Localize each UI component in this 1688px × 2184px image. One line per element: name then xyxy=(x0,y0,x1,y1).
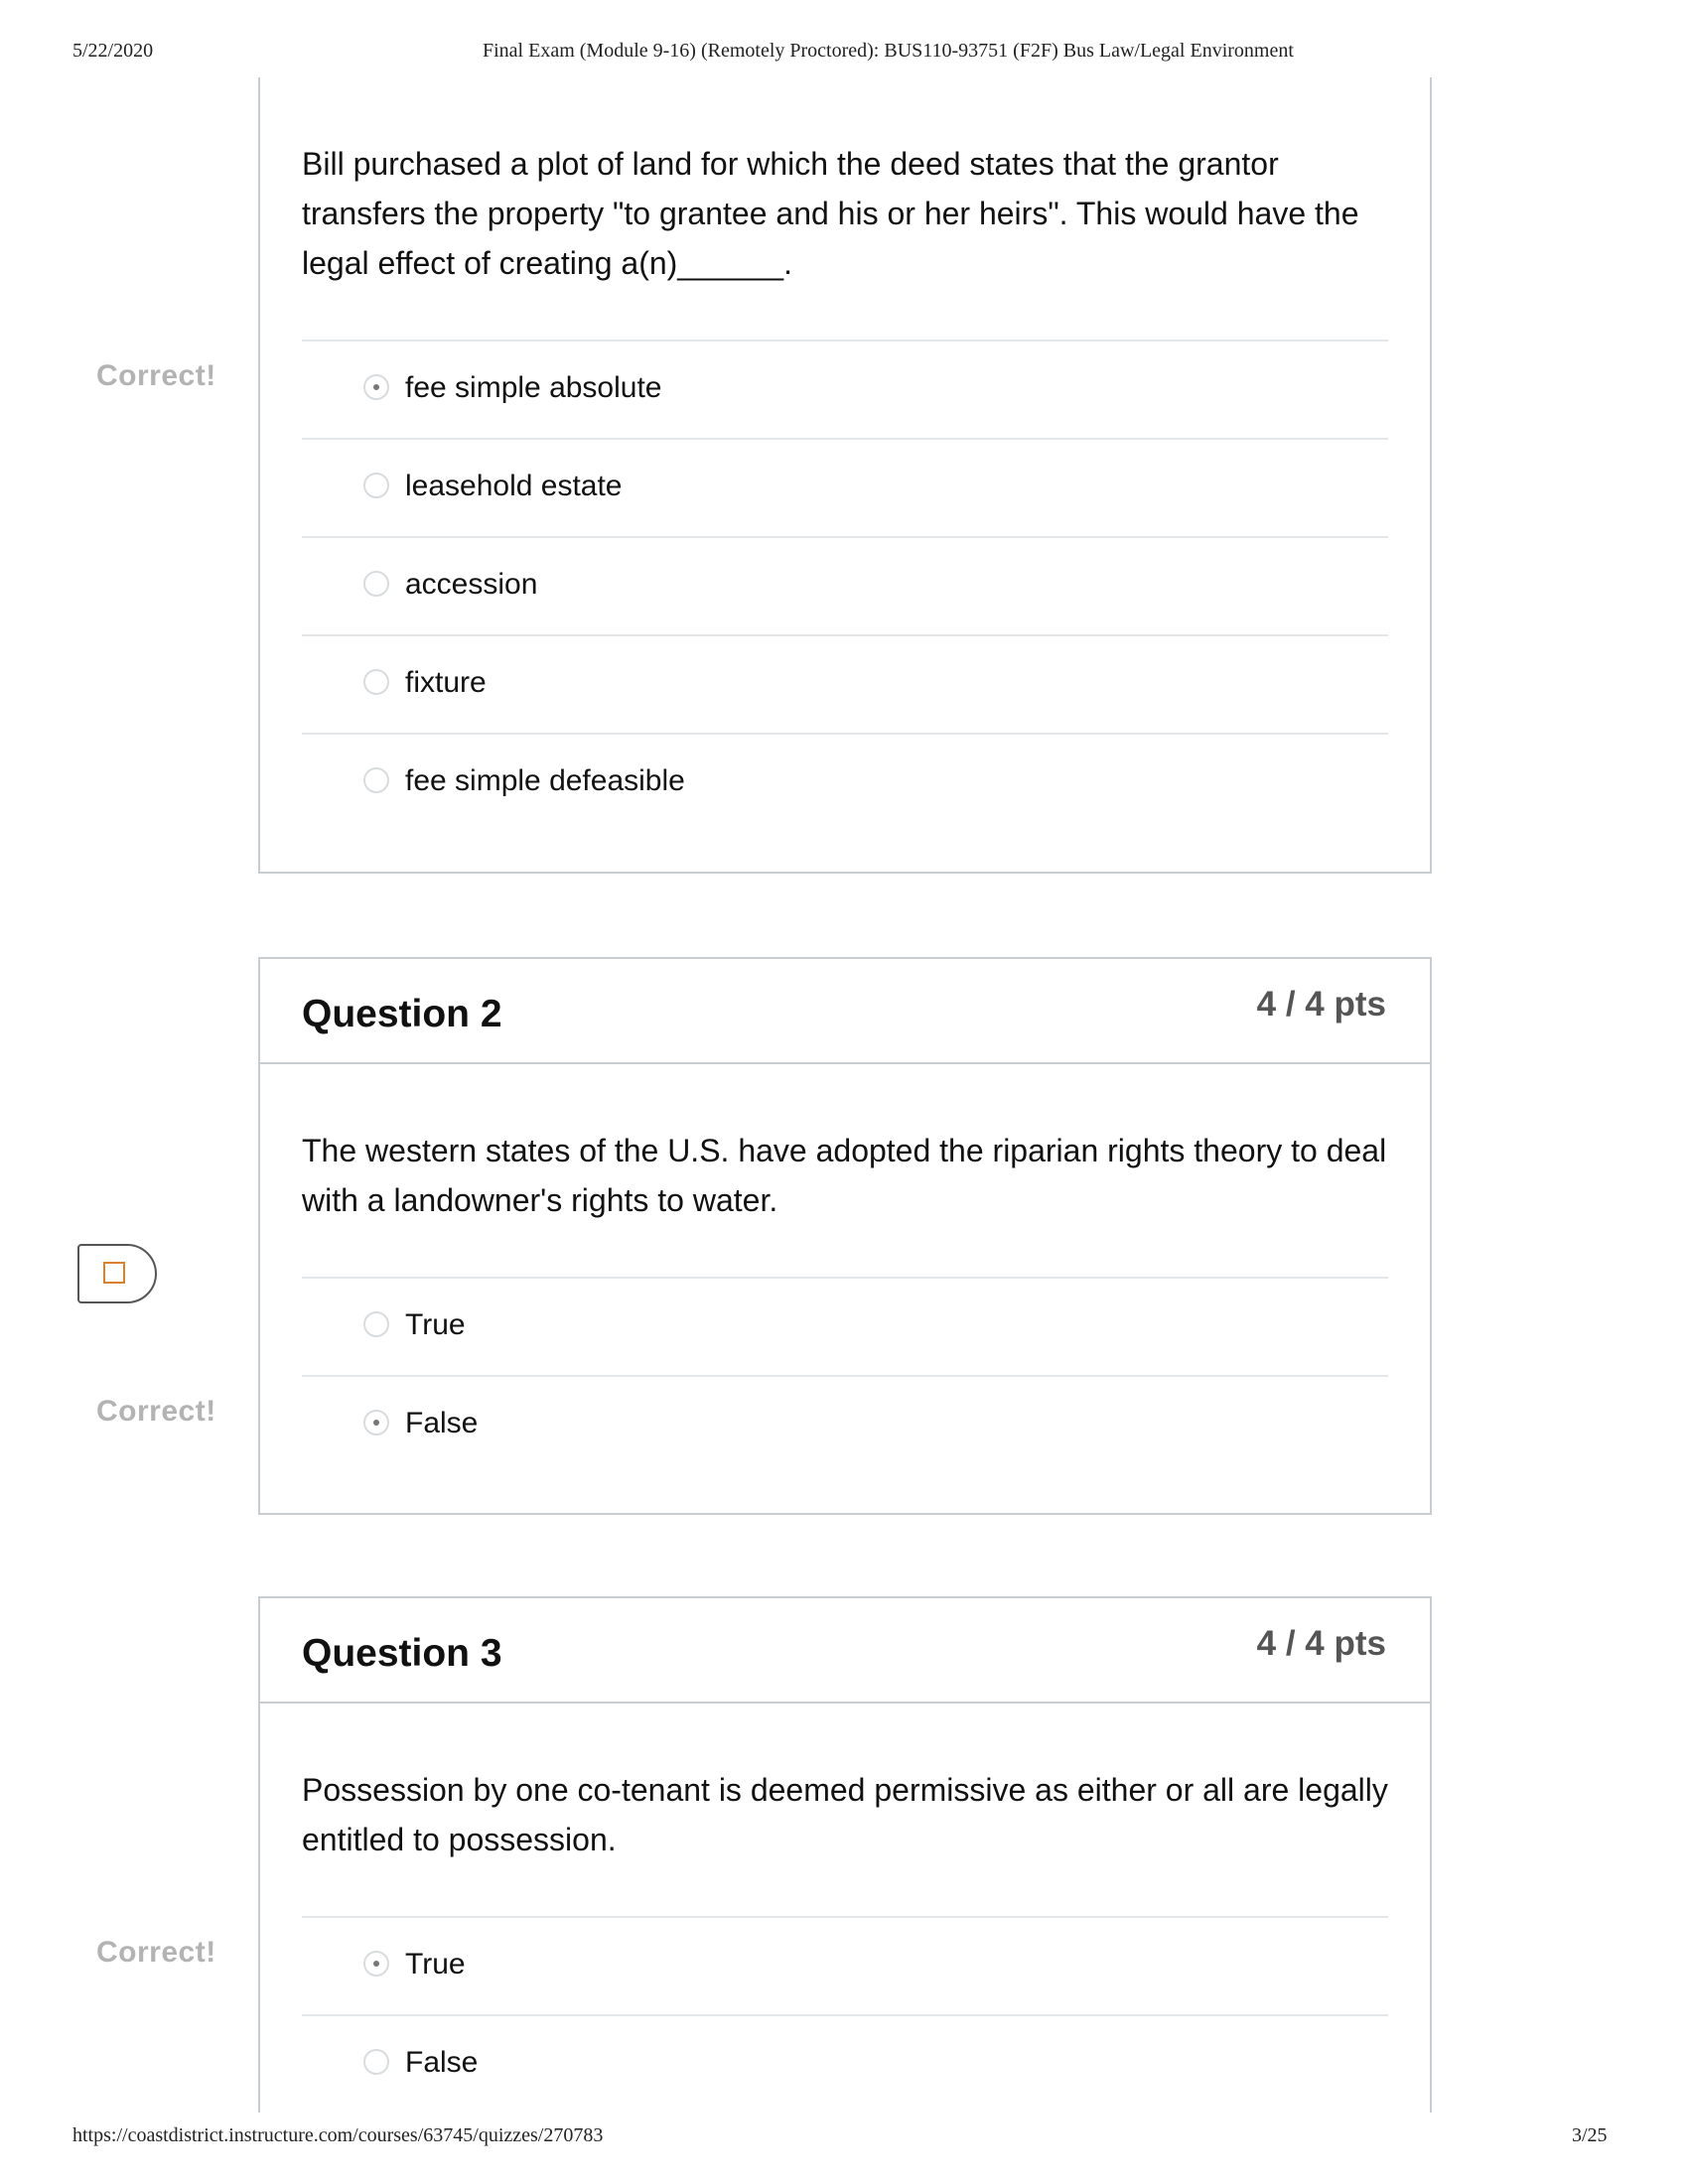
answer-label: False xyxy=(405,2046,479,2079)
question-3-title: Question 3 xyxy=(302,1632,502,1675)
question-3-text: Possession by one co-tenant is deemed permissive as either or all are legally entitled to possession. xyxy=(302,1772,1388,1857)
print-date: 5/22/2020 xyxy=(72,40,154,62)
radio-icon[interactable] xyxy=(363,767,389,793)
correct-answer-tag: Correct! xyxy=(96,1936,216,1969)
answer-option[interactable] xyxy=(302,1277,1388,1375)
question-1-text: Bill purchased a plot of land for which the deed states that the grantor transfers the property "to grantee and his or her heirs". This would have the legal effect of creating a(n)______. xyxy=(302,146,1359,281)
answer-label: fee simple defeasible xyxy=(405,764,685,797)
print-url: https://coastdistrict.instructure.com/courses/63745/quizzes/270783 xyxy=(72,2124,604,2146)
answer-option[interactable] xyxy=(302,1375,1388,1473)
correct-answer-tag: Correct! xyxy=(96,359,216,392)
radio-selected-icon[interactable] xyxy=(363,1410,389,1435)
question-1-answers xyxy=(302,340,1388,831)
answer-label: True xyxy=(405,1308,466,1341)
flag-icon xyxy=(103,1262,125,1284)
radio-selected-icon[interactable] xyxy=(363,374,389,400)
question-3-card xyxy=(258,1596,1432,2113)
question-2-title: Question 2 xyxy=(302,993,502,1035)
answer-option[interactable] xyxy=(302,1916,1388,2014)
answer-label: True xyxy=(405,1948,466,1980)
correct-answer-tag: Correct! xyxy=(96,1395,216,1428)
question-2-card xyxy=(258,957,1432,1515)
answer-option[interactable] xyxy=(302,2014,1388,2113)
print-page-number: 3/25 xyxy=(1572,2124,1608,2146)
answer-option[interactable] xyxy=(302,340,1388,438)
radio-icon[interactable] xyxy=(363,2049,389,2075)
question-2-text: The western states of the U.S. have adopted the riparian rights theory to deal with a landowner's rights to water. xyxy=(302,1133,1387,1218)
radio-selected-icon[interactable] xyxy=(363,1951,389,1977)
answer-label: fee simple absolute xyxy=(405,371,662,404)
radio-icon[interactable] xyxy=(363,473,389,498)
question-2-header xyxy=(260,959,1430,1064)
radio-icon[interactable] xyxy=(363,1311,389,1337)
question-3-points: 4 / 4 pts xyxy=(1256,1624,1386,1663)
answer-label: fixture xyxy=(405,666,487,699)
answer-label: False xyxy=(405,1407,479,1439)
radio-icon[interactable] xyxy=(363,571,389,597)
question-2-points: 4 / 4 pts xyxy=(1256,985,1386,1024)
flag-question-button[interactable] xyxy=(77,1244,157,1303)
answer-option[interactable] xyxy=(302,733,1388,831)
question-2-answers xyxy=(302,1277,1388,1473)
question-3-answers xyxy=(302,1916,1388,2113)
answer-option[interactable] xyxy=(302,634,1388,733)
answer-option[interactable] xyxy=(302,438,1388,536)
radio-icon[interactable] xyxy=(363,669,389,695)
question-1-card xyxy=(258,77,1432,874)
print-title: Final Exam (Module 9-16) (Remotely Proctored): BUS110-93751 (F2F) Bus Law/Legal Environment xyxy=(483,40,1294,62)
question-3-header xyxy=(260,1598,1430,1704)
answer-label: leasehold estate xyxy=(405,470,623,502)
answer-option[interactable] xyxy=(302,536,1388,634)
answer-label: accession xyxy=(405,568,538,601)
